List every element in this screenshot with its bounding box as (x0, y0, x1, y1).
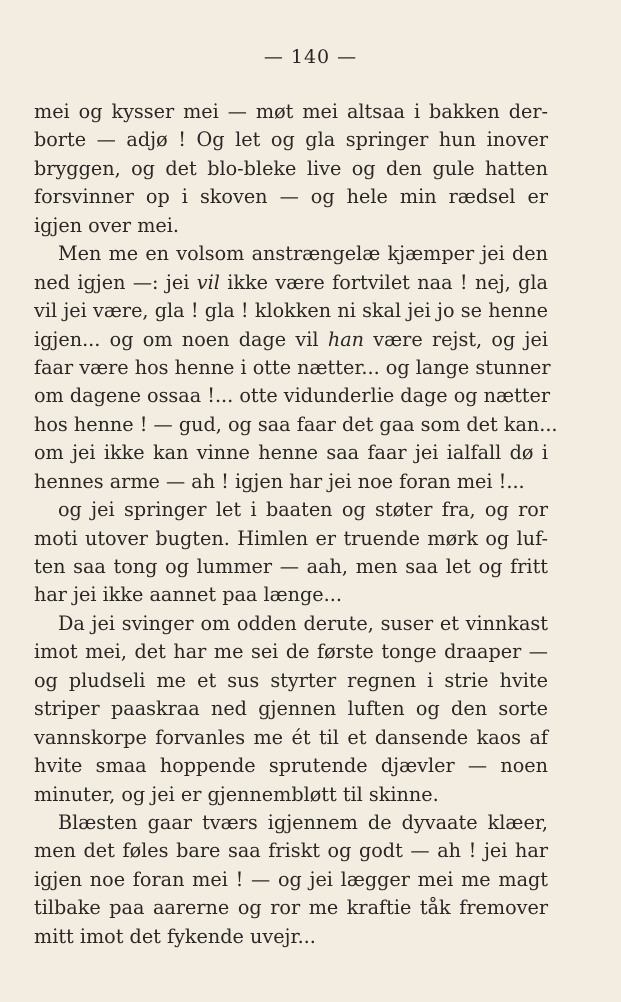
text-line: tilbake paa aarerne og ror me kraftie tåk fremover (34, 896, 548, 920)
text-line: og jei springer let i baaten og støter fra, og ror (58, 498, 548, 522)
text-line: men det føles bare saa friskt og godt — ah ! jei har (34, 839, 548, 863)
page-number: — 140 — (263, 46, 358, 68)
text-line: igjen noe foran mei ! — og jei lægger mei me magt (34, 867, 548, 891)
text-line-part: ned igjen —: jei (34, 270, 197, 294)
text-line: har jei ikke aannet paa længe... (34, 583, 342, 607)
text-line: ten saa tong og lummer — aah, men saa let og fritt (34, 555, 548, 578)
text-line: Men me en volsom anstrængelæ kjæmper jei den (58, 242, 548, 266)
emphasized-word: vil (196, 270, 220, 294)
text-line: forsvinner op i skoven — og hele min rædsel er (34, 185, 548, 209)
text-line: vannskorpe forvanles me ét til et dansende kaos af (34, 725, 548, 749)
text-line: Da jei svinger om odden derute, suser et vinnkast (58, 611, 548, 635)
text-line: moti utover bugten. Himlen er truende mørk og luf- (34, 526, 548, 550)
text-line: om jei ikke kan vinne henne saa faar jei ialfall dø i (34, 441, 548, 465)
text-line: imot mei, det har me sei de første tonge draaper — (34, 640, 548, 664)
text-line: vil jei være, gla ! gla ! klokken ni skal jei jo se henne (34, 299, 548, 323)
text-line: mei og kysser mei — møt mei altsaa i bakken der- (34, 100, 548, 123)
text-line: mitt imot det fykende uvejr... (34, 924, 316, 948)
text-line-part: være rejst, og jei (364, 327, 548, 351)
text-line: borte — adjø ! Og let og gla springer hun inover (34, 128, 548, 152)
text-line: om dagene ossaa !... otte vidunderlie dage og nætter (34, 384, 551, 408)
text-line: faar være hos henne i otte nætter... og lange stunner (34, 355, 551, 379)
text-line: igjen over mei. (34, 213, 179, 237)
text-line: hos henne ! — gud, og saa faar det gaa som det kan... (34, 412, 558, 436)
text-line (34, 326, 548, 354)
text-line: striper paaskraa ned gjennen luften og den sorte (34, 697, 548, 721)
text-line: bryggen, og det blo-bleke live og den gule hatten (34, 156, 548, 180)
text-line (34, 269, 548, 297)
text-line: hennes arme — ah ! igjen har jei noe foran mei !... (34, 469, 525, 493)
emphasized-word: han (327, 327, 364, 351)
text-line: hvite smaa hoppende sprutende djævler — noen (34, 754, 548, 778)
text-line: minuter, og jei er gjennembløtt til skinne. (34, 782, 439, 806)
text-line: Blæsten gaar tværs igjennem de dyvaate klæer, (58, 810, 548, 834)
text-line-part: igjen... og om noen dage vil (34, 327, 328, 351)
body-text (34, 98, 558, 951)
text-line: og pludseli me et sus styrter regnen i strie hvite (34, 668, 548, 692)
text-line-part: ikke være fortvilet naa ! nej, gla (219, 270, 549, 294)
